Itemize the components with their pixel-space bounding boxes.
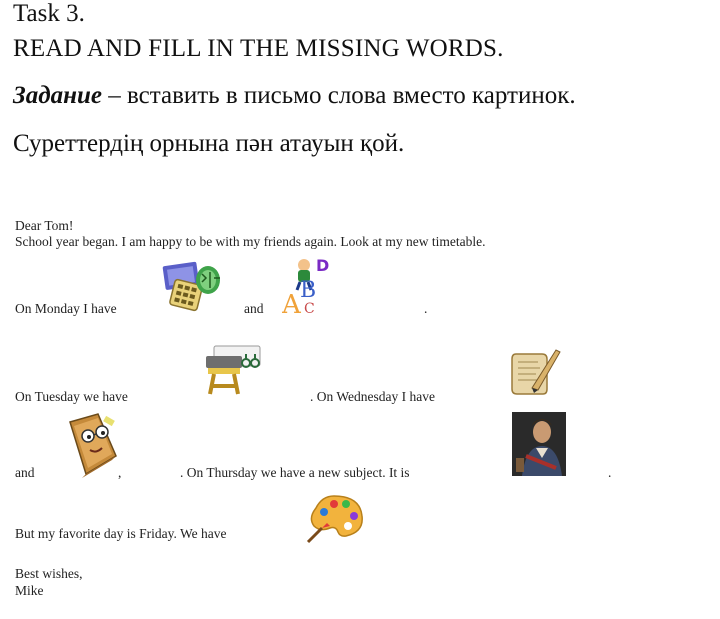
science-icon	[200, 342, 264, 400]
closing-text: Best wishes,	[15, 566, 83, 581]
friday-text: But my favorite day is Friday. We have	[15, 526, 227, 541]
comma-text: ,	[118, 465, 122, 480]
instruction-english: READ AND FILL IN THE MISSING WORDS.	[13, 35, 504, 62]
instruction-russian	[13, 82, 576, 110]
maths-icon	[160, 258, 222, 314]
svg-text:B: B	[300, 278, 317, 303]
english-icon	[282, 255, 344, 317]
instruction-russian-text: – вставить в письмо слова вместо картинок.	[102, 82, 576, 109]
signature: Mike	[15, 583, 44, 598]
svg-text:D: D	[316, 256, 330, 275]
letter-greeting: Dear Tom!	[15, 218, 74, 233]
monday-text: On Monday I have	[15, 301, 117, 316]
art-icon	[304, 488, 368, 546]
tuesday-text: On Tuesday we have	[15, 389, 128, 404]
letter-intro: School year began. I am happy to be with my friends again. Look at my new timetable.	[15, 234, 486, 249]
and-text: and	[15, 465, 35, 480]
task-number: Task 3.	[13, 0, 85, 27]
monday-period: .	[424, 301, 428, 316]
thursday-period: .	[608, 465, 612, 480]
reading-icon	[60, 408, 124, 480]
thursday-text: . On Thursday we have a new subject. It is	[180, 465, 410, 480]
monday-and: and	[244, 301, 264, 316]
history-icon	[512, 412, 566, 476]
wednesday-text: . On Wednesday I have	[310, 389, 436, 404]
svg-text:C: C	[304, 301, 315, 317]
instruction-kazakh: Суреттердің орнына пән атауын қой.	[13, 130, 405, 157]
literature-icon	[508, 344, 564, 400]
svg-text:A: A	[282, 290, 301, 317]
instruction-russian-label: Задание	[13, 82, 103, 109]
